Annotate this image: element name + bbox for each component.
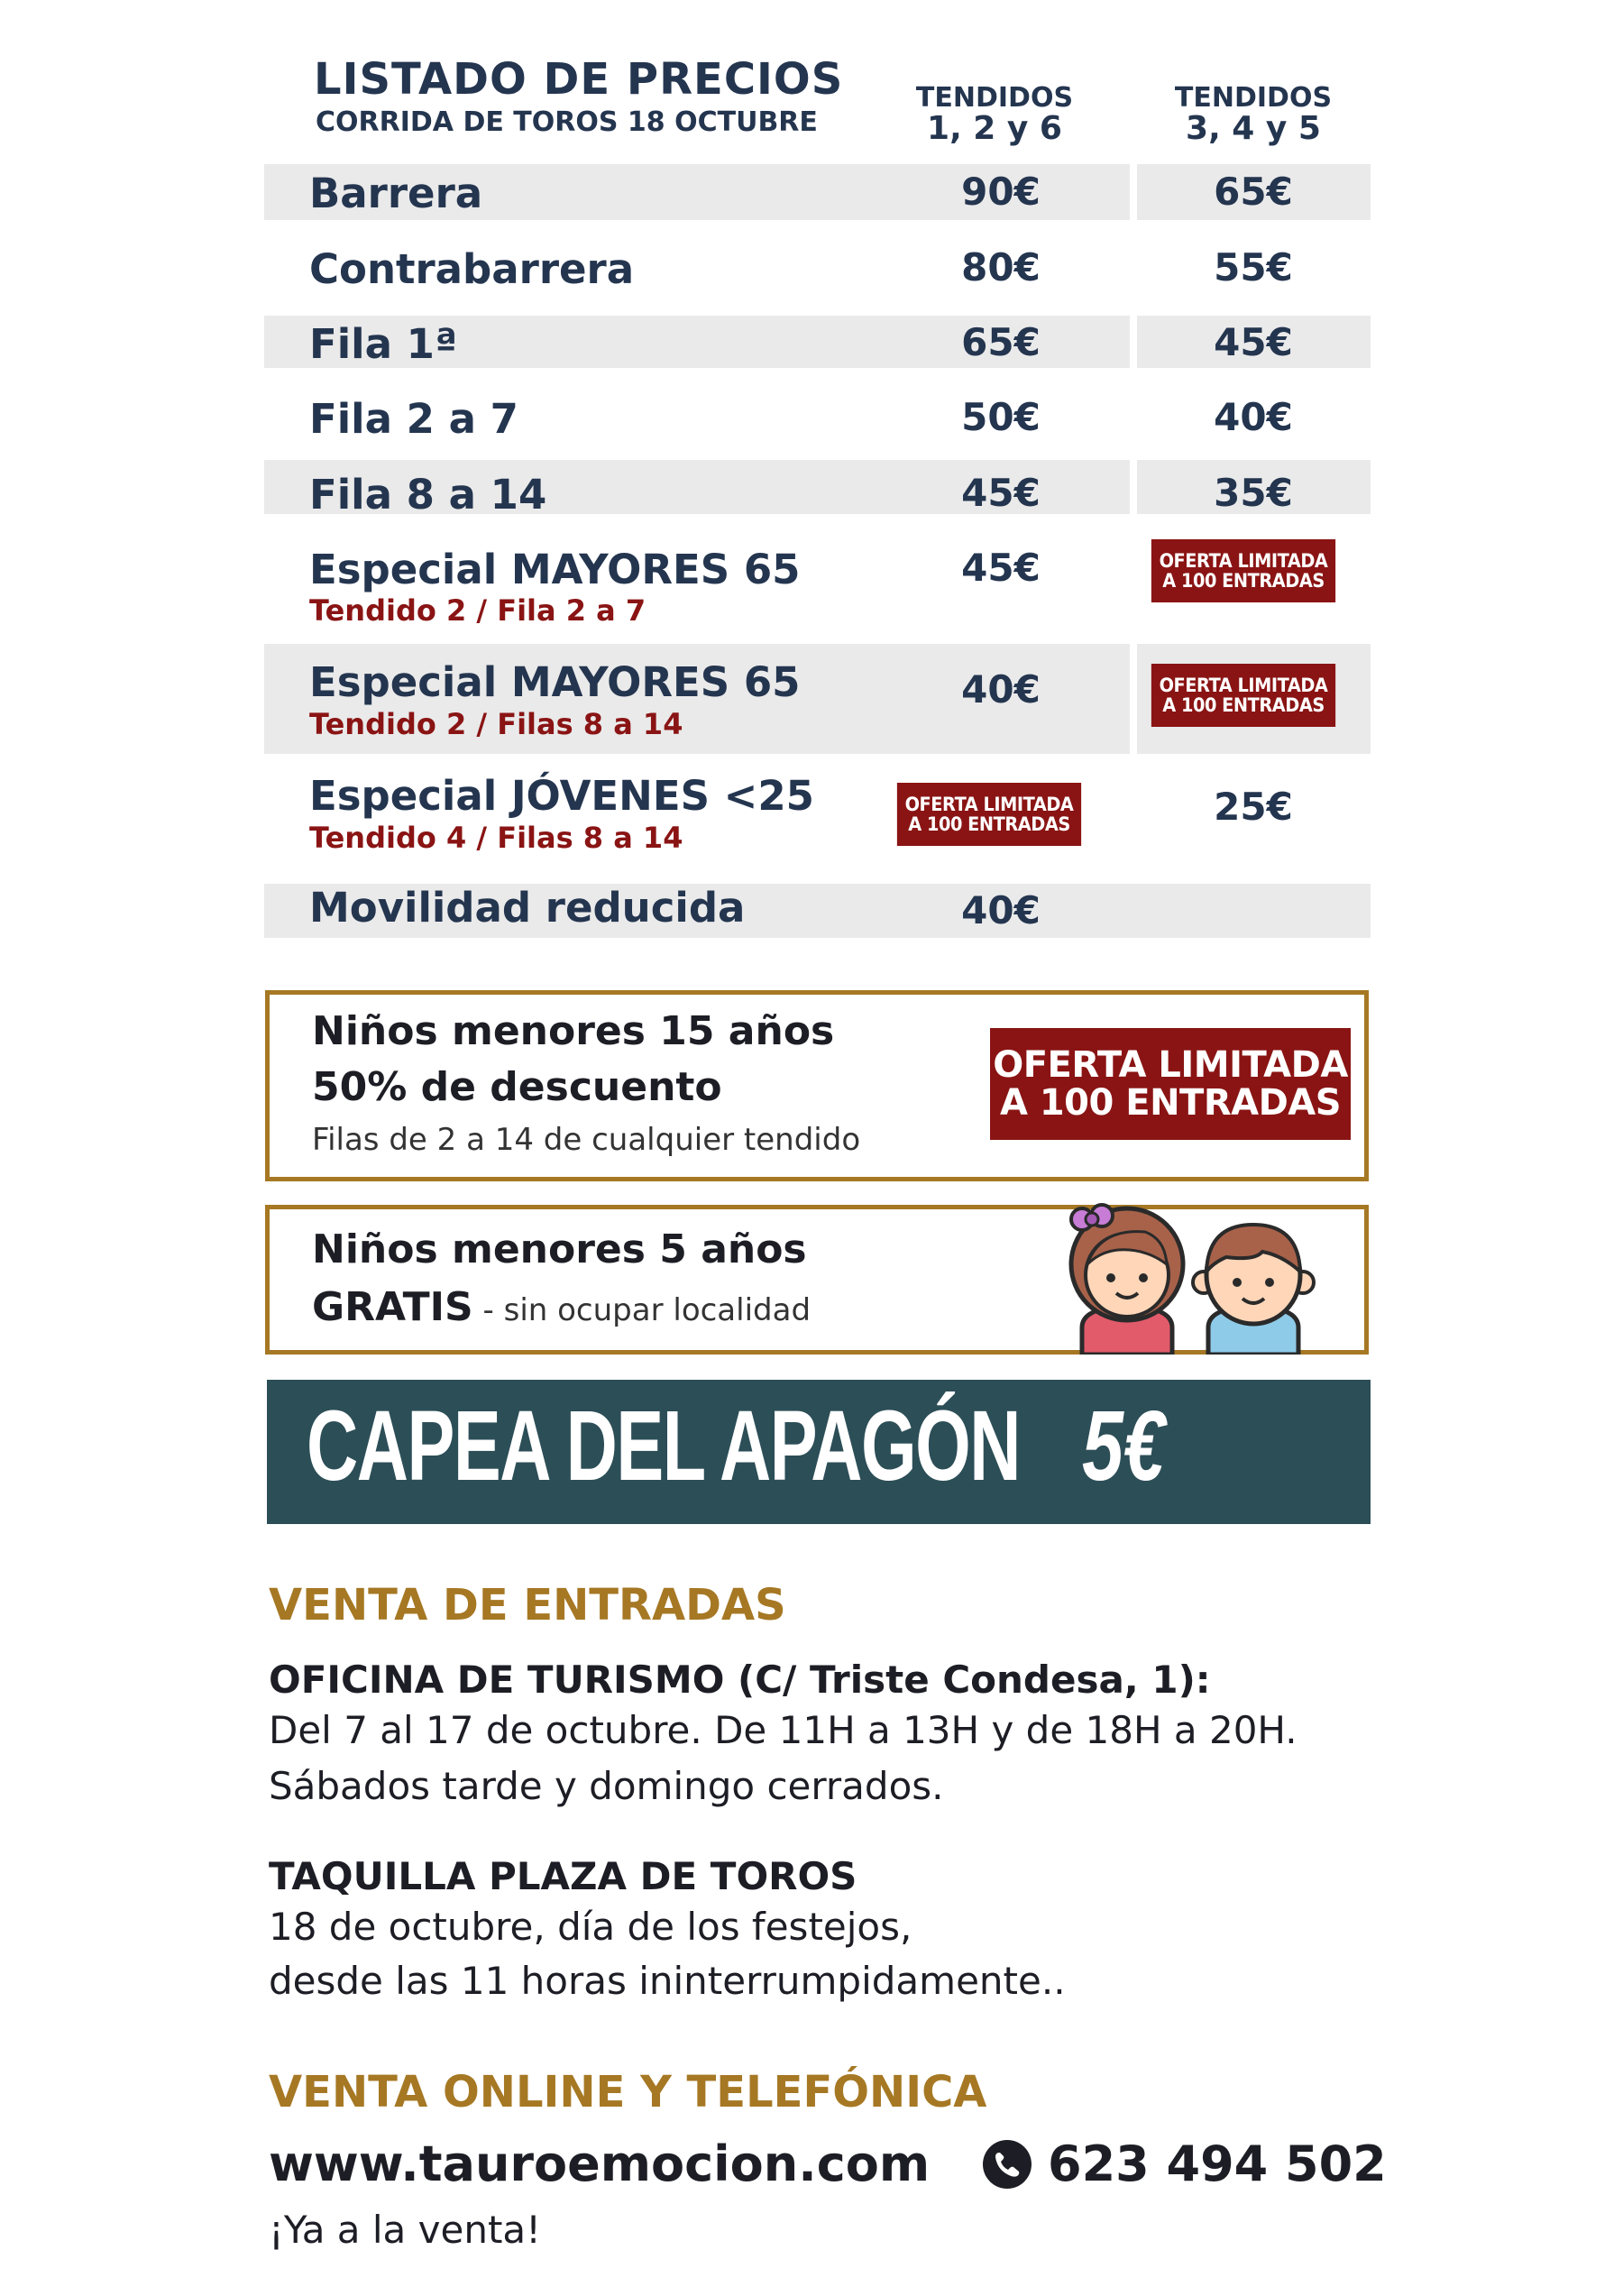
limited-offer-badge: OFERTA LIMITADA A 100 ENTRADAS xyxy=(1151,664,1335,727)
price-row-label: Especial MAYORES 65 xyxy=(309,658,801,706)
tourism-office-hours: Del 7 al 17 de octubre. De 11H a 13H y de 18H a 20H. xyxy=(269,1708,1297,1752)
ticket-sales-heading: VENTA DE ENTRADAS xyxy=(269,1580,786,1630)
kids-under-5-title: Niños menores 5 años xyxy=(312,1226,807,1272)
kids-under-15-discount: 50% de descuento xyxy=(312,1064,722,1110)
tourism-office-title: OFICINA DE TURISMO (C/ Triste Condesa, 1): xyxy=(269,1658,1211,1702)
capea-price: 5€ xyxy=(1082,1391,1165,1502)
price-row-label: Barrera xyxy=(309,170,483,217)
price-value: 45€ xyxy=(961,546,1041,590)
price-value: 35€ xyxy=(1214,471,1293,515)
price-row-sublabel: Tendido 2 / Fila 2 a 7 xyxy=(309,593,646,628)
price-row-label: Especial JÓVENES <25 xyxy=(309,772,814,820)
price-row-label: Movilidad reducida xyxy=(309,884,746,932)
online-sales-heading: VENTA ONLINE Y TELEFÓNICA xyxy=(269,2067,987,2117)
kids-under-15-note: Filas de 2 a 14 de cualquier tendido xyxy=(312,1122,861,1158)
price-value: 45€ xyxy=(1214,320,1293,364)
price-value: 25€ xyxy=(1214,785,1293,829)
price-row-label: Fila 2 a 7 xyxy=(309,395,518,443)
limited-offer-badge: OFERTA LIMITADA A 100 ENTRADAS xyxy=(990,1028,1351,1140)
limited-offer-badge: OFERTA LIMITADA A 100 ENTRADAS xyxy=(1151,539,1335,602)
price-value: 40€ xyxy=(961,888,1041,932)
limited-offer-badge: OFERTA LIMITADA A 100 ENTRADAS xyxy=(897,783,1081,846)
kids-under-5-free: GRATIS - sin ocupar localidad xyxy=(312,1284,812,1330)
website-link[interactable]: www.tauroemocion.com xyxy=(269,2135,931,2192)
column-header-tendidos-345: TENDIDOS 3, 4 y 5 xyxy=(1174,82,1333,147)
price-value: 40€ xyxy=(961,667,1041,712)
boy-icon xyxy=(1193,1225,1314,1355)
on-sale-note: ¡Ya a la venta! xyxy=(269,2208,541,2252)
page-title: LISTADO DE PRECIOS xyxy=(314,54,844,105)
phone-icon xyxy=(983,2140,1032,2189)
capea-title: CAPEA DEL APAGÓN xyxy=(307,1391,1021,1502)
phone-number[interactable]: 623 494 502 xyxy=(983,2135,1387,2192)
price-row-sublabel: Tendido 4 / Filas 8 a 14 xyxy=(309,821,683,855)
price-value: 65€ xyxy=(1214,170,1293,214)
price-row-label: Especial MAYORES 65 xyxy=(309,546,801,593)
price-row-sublabel: Tendido 2 / Filas 8 a 14 xyxy=(309,707,683,741)
column-header-tendidos-126: TENDIDOS 1, 2 y 6 xyxy=(915,82,1074,147)
kids-under-15-title: Niños menores 15 años xyxy=(312,1008,835,1054)
box-office-title: TAQUILLA PLAZA DE TOROS xyxy=(269,1854,857,1898)
tourism-office-closed: Sábados tarde y domingo cerrados. xyxy=(269,1764,944,1808)
price-value: 55€ xyxy=(1214,245,1293,289)
price-value: 65€ xyxy=(961,320,1041,364)
price-value: 80€ xyxy=(961,245,1041,289)
box-office-date: 18 de octubre, día de los festejos, xyxy=(269,1905,912,1949)
children-illustration xyxy=(1046,1192,1334,1355)
price-row-label: Fila 8 a 14 xyxy=(309,471,547,519)
price-value: 50€ xyxy=(961,395,1041,439)
price-value: 90€ xyxy=(961,170,1041,214)
price-row-label: Contrabarrera xyxy=(309,245,635,293)
page-subtitle: CORRIDA DE TOROS 18 OCTUBRE xyxy=(316,106,818,138)
price-row-label: Fila 1ª xyxy=(309,320,458,368)
box-office-hours: desde las 11 horas ininterrumpidamente.. xyxy=(269,1959,1066,2003)
price-value: 40€ xyxy=(1214,395,1293,439)
price-value: 45€ xyxy=(961,471,1041,515)
girl-icon xyxy=(1071,1205,1183,1355)
